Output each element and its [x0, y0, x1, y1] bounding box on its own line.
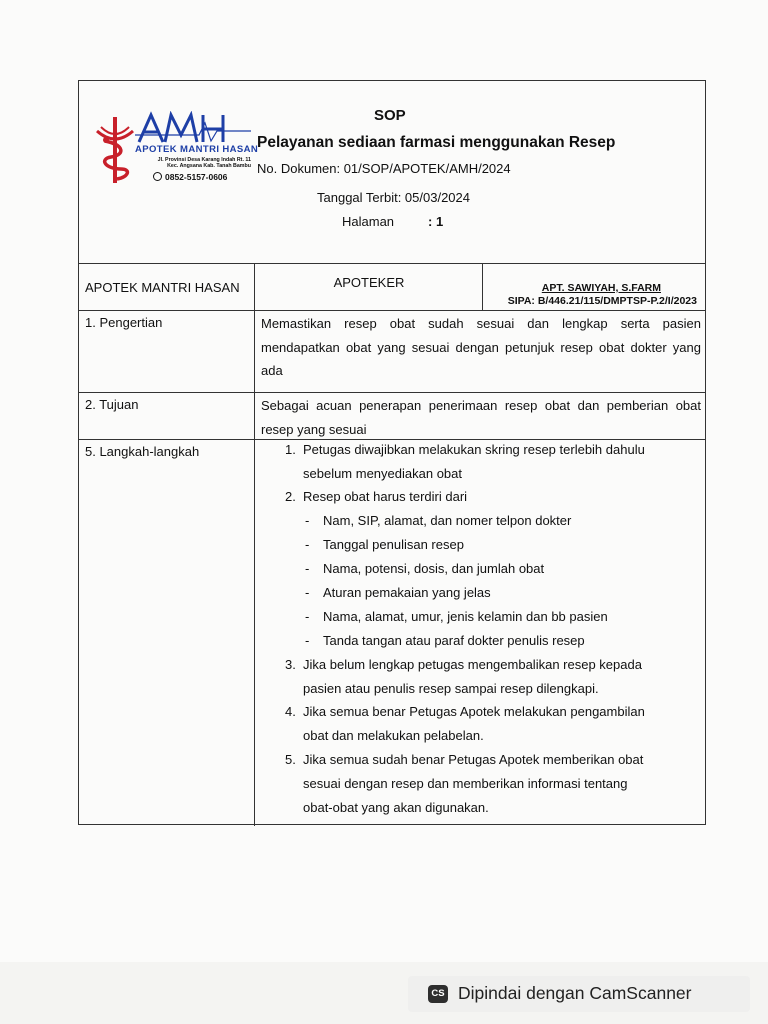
purpose-text — [261, 394, 701, 441]
sub-item: Tanda tangan atau paraf dokter penulis resep — [323, 633, 585, 648]
document-title: Pelayanan sediaan farmasi menggunakan Resep — [257, 134, 616, 151]
logo-address — [135, 157, 251, 169]
organization-name: APOTEK MANTRI HASAN — [85, 280, 240, 295]
purpose-row — [79, 393, 705, 440]
sub-item: Nama, alamat, umur, jenis kelamin dan bb pasien — [323, 609, 608, 624]
caduceus-emblem-icon — [91, 111, 139, 187]
bullet-dash: - — [305, 609, 310, 624]
sub-item: Tanggal penulisan resep — [323, 537, 464, 552]
sop-heading: SOP — [374, 107, 406, 124]
bullet-dash: - — [305, 537, 310, 552]
steps-row — [79, 440, 705, 826]
definition-line: Memastikan resep obat sudah sesuai dan lengkap serta pasien — [261, 316, 701, 331]
sop-header — [79, 81, 705, 264]
definition-label: 1. Pengertian — [85, 315, 163, 330]
camscanner-icon: CS — [428, 985, 448, 1003]
page-label: Halaman — [342, 214, 395, 229]
steps-label: 5. Langkah-langkah — [85, 444, 200, 459]
definition-line: mendapatkan obat yang sesuai dengan petunjuk resep obat dokter yang — [261, 339, 701, 355]
definition-row — [79, 311, 705, 393]
sub-item: Nama, potensi, dosis, dan jumlah obat — [323, 561, 545, 576]
step-line: Petugas diwajibkan melakukan skring resep terlebih dahulu — [303, 442, 645, 457]
logo-address-line1: Jl. Provinsi Desa Karang Indah Rt. 11 — [157, 157, 251, 163]
steps-label-cell — [79, 440, 255, 826]
role-label: APOTEKER — [333, 275, 405, 290]
step-number: 1. — [285, 442, 296, 457]
pharmacist-name: APT. SAWIYAH, S.FARM — [541, 282, 661, 294]
step-number: 2. — [285, 489, 296, 504]
step-line: obat dan melakukan pelabelan. — [303, 728, 484, 743]
step-line: sesuai dengan resep dan memberikan informasi tentang — [303, 776, 628, 791]
sub-item: Aturan pemakaian yang jelas — [323, 585, 491, 600]
step-line: pasien atau penulis resep sampai resep dilengkapi. — [303, 681, 599, 696]
document-number: No. Dokumen: 01/SOP/APOTEK/AMH/2024 — [257, 161, 511, 176]
step-line: sebelum menyediakan obat — [303, 466, 462, 481]
organization-row — [79, 264, 705, 311]
pharmacy-logo — [91, 111, 259, 187]
step-line: Jika semua benar Petugas Apotek melakukan pengambilan — [303, 704, 645, 719]
step-number: 5. — [285, 752, 296, 767]
step-line: Jika semua sudah benar Petugas Apotek memberikan obat — [303, 752, 644, 767]
sop-table — [78, 80, 706, 825]
issue-date: Tanggal Terbit: 05/03/2024 — [317, 190, 470, 205]
purpose-label: 2. Tujuan — [85, 397, 139, 412]
bullet-dash: - — [305, 585, 310, 600]
amh-logo-mark — [135, 111, 251, 145]
camscanner-watermark — [408, 976, 750, 1012]
step-number: 3. — [285, 657, 296, 672]
camscanner-text: Dipindai dengan CamScanner — [458, 983, 692, 1003]
step-number: 4. — [285, 704, 296, 719]
bullet-dash: - — [305, 561, 310, 576]
logo-pharmacy-name: APOTEK MANTRI HASAN — [135, 144, 259, 155]
bullet-dash: - — [305, 513, 310, 528]
definition-label-cell — [79, 311, 255, 392]
pharmacist-sipa: SIPA: B/446.21/115/DMPTSP-P.2/I/2023 — [507, 295, 697, 307]
purpose-line: resep yang sesuai — [261, 421, 367, 437]
step-line: Resep obat harus terdiri dari — [303, 489, 468, 504]
logo-phone-number: 0852-5157-0606 — [165, 172, 228, 182]
definition-text — [261, 312, 701, 383]
purpose-line: Sebagai acuan penerapan penerimaan resep obat dan pemberian obat — [261, 398, 701, 413]
step-line: Jika belum lengkap petugas mengembalikan resep kepada — [303, 657, 642, 672]
sub-item: Nam, SIP, alamat, dan nomer telpon dokter — [323, 513, 572, 528]
pharmacist-cell — [483, 264, 705, 310]
bullet-dash: - — [305, 633, 310, 648]
role-cell — [255, 264, 483, 310]
page-number: : 1 — [428, 214, 444, 229]
step-line: obat-obat yang akan digunakan. — [303, 800, 489, 815]
organization-cell — [79, 264, 255, 310]
definition-line: ada — [261, 363, 283, 378]
whatsapp-icon — [153, 172, 162, 181]
purpose-label-cell — [79, 393, 255, 439]
logo-address-line2: Kec. Angsana Kab. Tanah Bambu — [167, 163, 251, 170]
logo-phone — [153, 172, 253, 182]
